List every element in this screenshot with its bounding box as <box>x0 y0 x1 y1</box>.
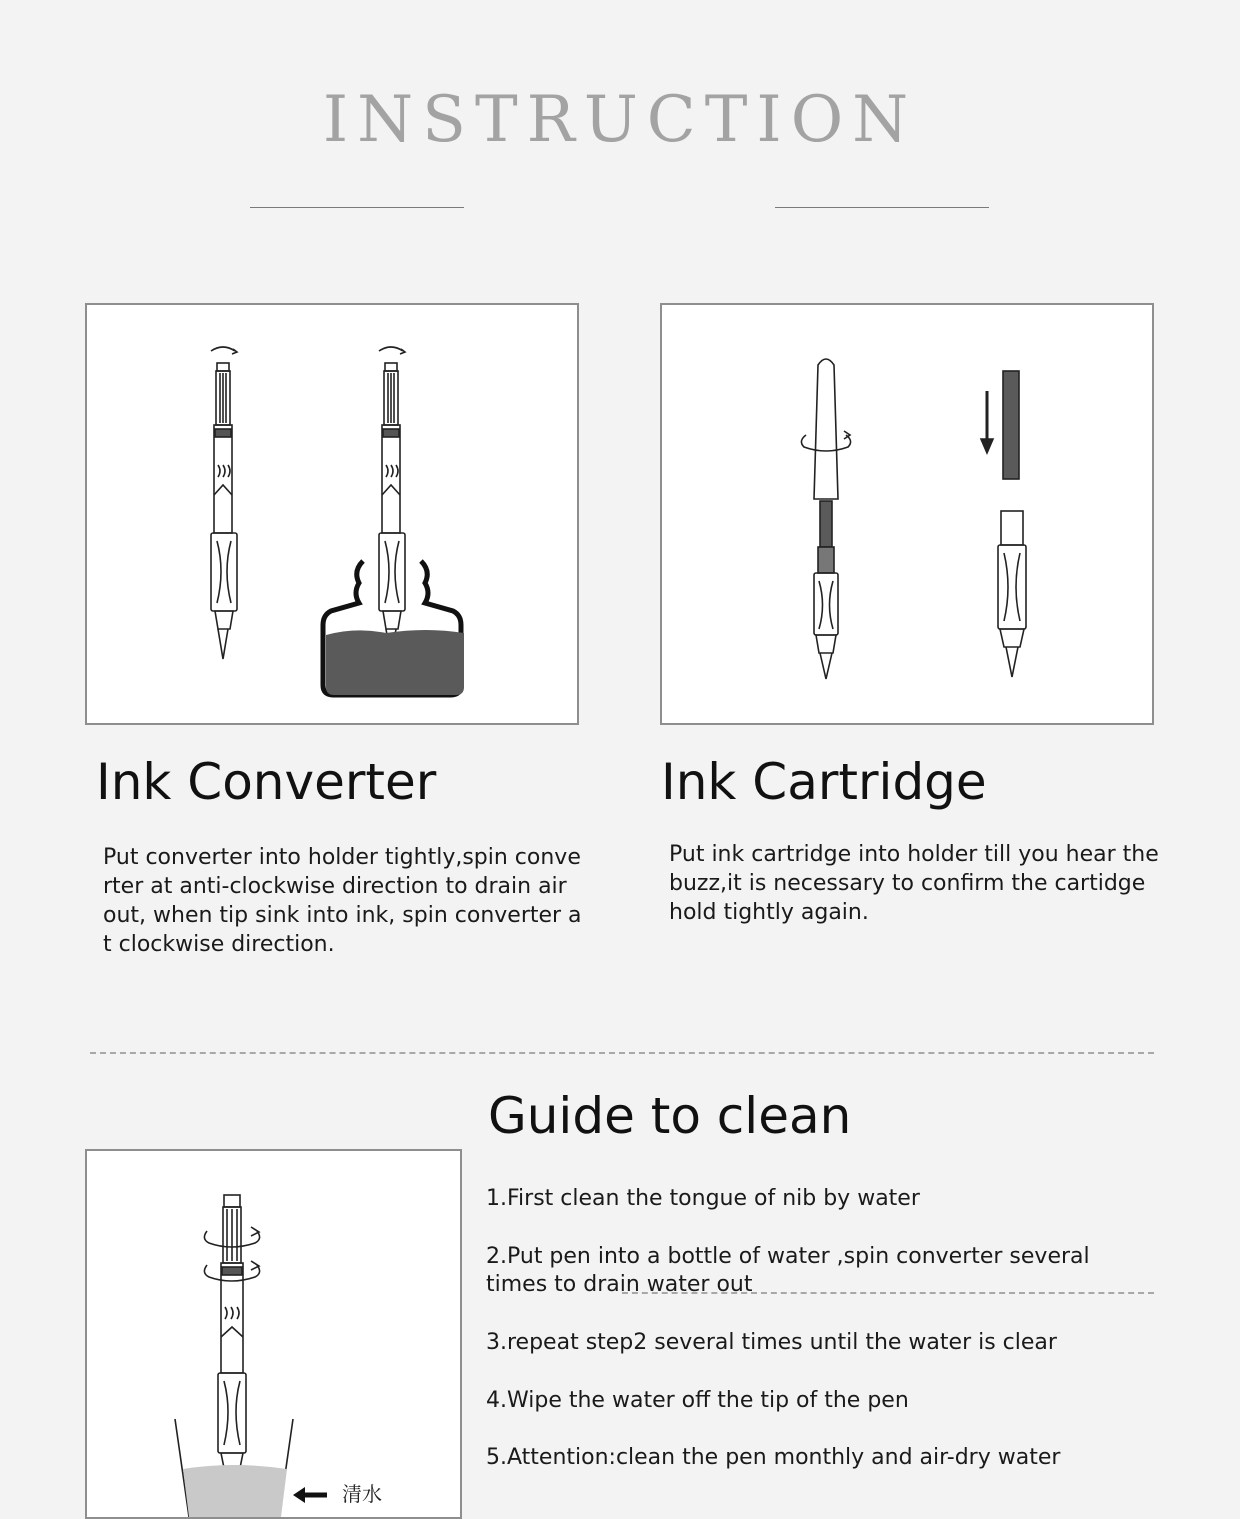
page-title: INSTRUCTION <box>322 83 918 157</box>
converter-pens-icon <box>87 305 577 723</box>
cartridge-description: Put ink cartridge into holder till you hear the buzz,it is necessary to confirm the cartidge hold tightly again. <box>669 842 1159 925</box>
section-divider <box>90 1052 1154 1054</box>
clean-step-3: 3.repeat step2 several times until the water is clear <box>486 1330 1057 1355</box>
step-divider <box>622 1292 1154 1294</box>
clean-heading: Guide to clean <box>488 1087 852 1145</box>
cartridge-illustration <box>660 303 1154 725</box>
clean-step-4: 4.Wipe the water off the tip of the pen <box>486 1388 909 1413</box>
converter-illustration <box>85 303 579 725</box>
clean-pen-icon <box>87 1151 460 1517</box>
converter-description: Put converter into holder tightly,spin conve rter at anti-clockwise direction to drain air out, when tip sink into ink, spin converter a t clockwise direction. <box>103 845 582 957</box>
clean-step-1: 1.First clean the tongue of nib by water <box>486 1186 920 1211</box>
clean-step-2: 2.Put pen into a bottle of water ,spin converter several times to drain water out <box>486 1244 1090 1297</box>
cartridge-heading: Ink Cartridge <box>661 753 987 811</box>
title-rule-left <box>250 207 464 208</box>
clean-illustration <box>85 1149 462 1519</box>
water-label: 清水 <box>342 1482 382 1506</box>
converter-heading: Ink Converter <box>96 753 437 811</box>
clean-step-5: 5.Attention:clean the pen monthly and air-dry water <box>486 1445 1061 1470</box>
title-rule-right <box>775 207 989 208</box>
cartridge-pens-icon <box>662 305 1152 723</box>
